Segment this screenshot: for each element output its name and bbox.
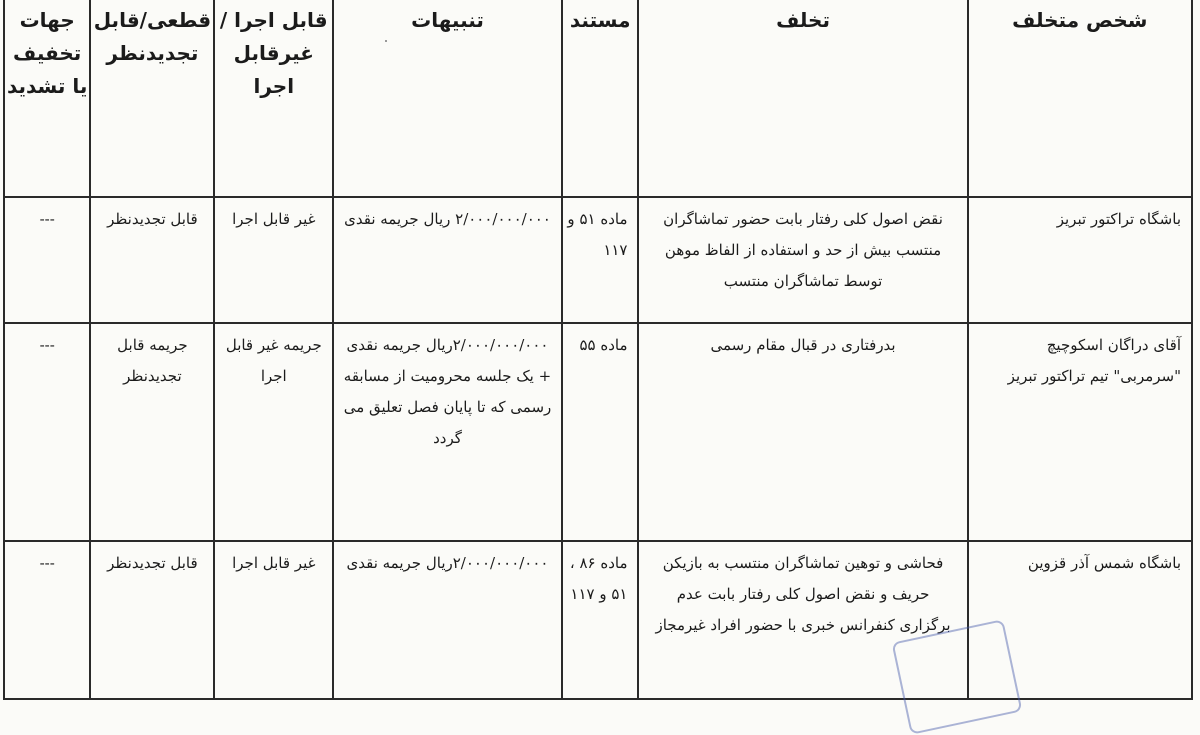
cell-finality: قابل تجدیدنظر	[90, 197, 214, 323]
cell-mitigation: ---	[4, 323, 90, 541]
header-violation: تخلف	[638, 0, 967, 197]
header-executable: قابل اجرا /غیرقابل اجرا	[214, 0, 333, 197]
cell-violation: نقض اصول کلی رفتار بابت حضور تماشاگران منتسب بیش از حد و استفاده از الفاظ موهن توسط تماشاگران منتسب	[638, 197, 967, 323]
header-row	[4, 0, 1192, 197]
header-finality: قطعی/قابل تجدیدنظر	[90, 0, 214, 197]
table-row	[4, 197, 1192, 323]
header-penalties: تنبیهات	[333, 0, 562, 197]
cell-mitigation: ---	[4, 541, 90, 699]
cell-violation: بدرفتاری در قبال مقام رسمی	[638, 323, 967, 541]
cell-person: آقای دراگان اسکوچیچ "سرمربی" تیم تراکتور تبریز	[968, 323, 1192, 541]
cell-executable: غیر قابل اجرا	[214, 197, 333, 323]
cell-basis: ماده ۸۶ ، ۵۱ و ۱۱۷	[562, 541, 639, 699]
verdict-table	[3, 0, 1193, 700]
cell-basis: ماده ۵۵	[562, 323, 639, 541]
table-row	[4, 323, 1192, 541]
cell-basis: ماده ۵۱ و ۱۱۷	[562, 197, 639, 323]
cell-executable: غیر قابل اجرا	[214, 541, 333, 699]
cell-finality: قابل تجدیدنظر	[90, 541, 214, 699]
cell-executable: جریمه غیر قابل اجرا	[214, 323, 333, 541]
cell-mitigation: ---	[4, 197, 90, 323]
cell-penalty: ۲/۰۰۰/۰۰۰/۰۰۰ریال جریمه نقدی + یک جلسه محرومیت از مسابقه رسمی که تا پایان فصل تعلیق می گردد	[333, 323, 562, 541]
cell-person: باشگاه تراکتور تبریز	[968, 197, 1192, 323]
header-mitigation: جهات تخفیف یا تشدید	[4, 0, 90, 197]
scan-speck	[385, 40, 387, 42]
cell-finality: جریمه قابل تجدیدنظر	[90, 323, 214, 541]
cell-penalty: ۲/۰۰۰/۰۰۰/۰۰۰ریال جریمه نقدی	[333, 541, 562, 699]
cell-violation: فحاشی و توهین تماشاگران منتسب به بازیکن حریف و نقض اصول کلی رفتار بابت عدم برگزاری کنفرانس خبری با حضور افراد غیرمجاز	[638, 541, 967, 699]
cell-penalty: ۲/۰۰۰/۰۰۰/۰۰۰ ریال جریمه نقدی	[333, 197, 562, 323]
header-person: شخص متخلف	[968, 0, 1192, 197]
cell-person: باشگاه شمس آذر قزوین	[968, 541, 1192, 699]
header-basis: مستند	[562, 0, 639, 197]
